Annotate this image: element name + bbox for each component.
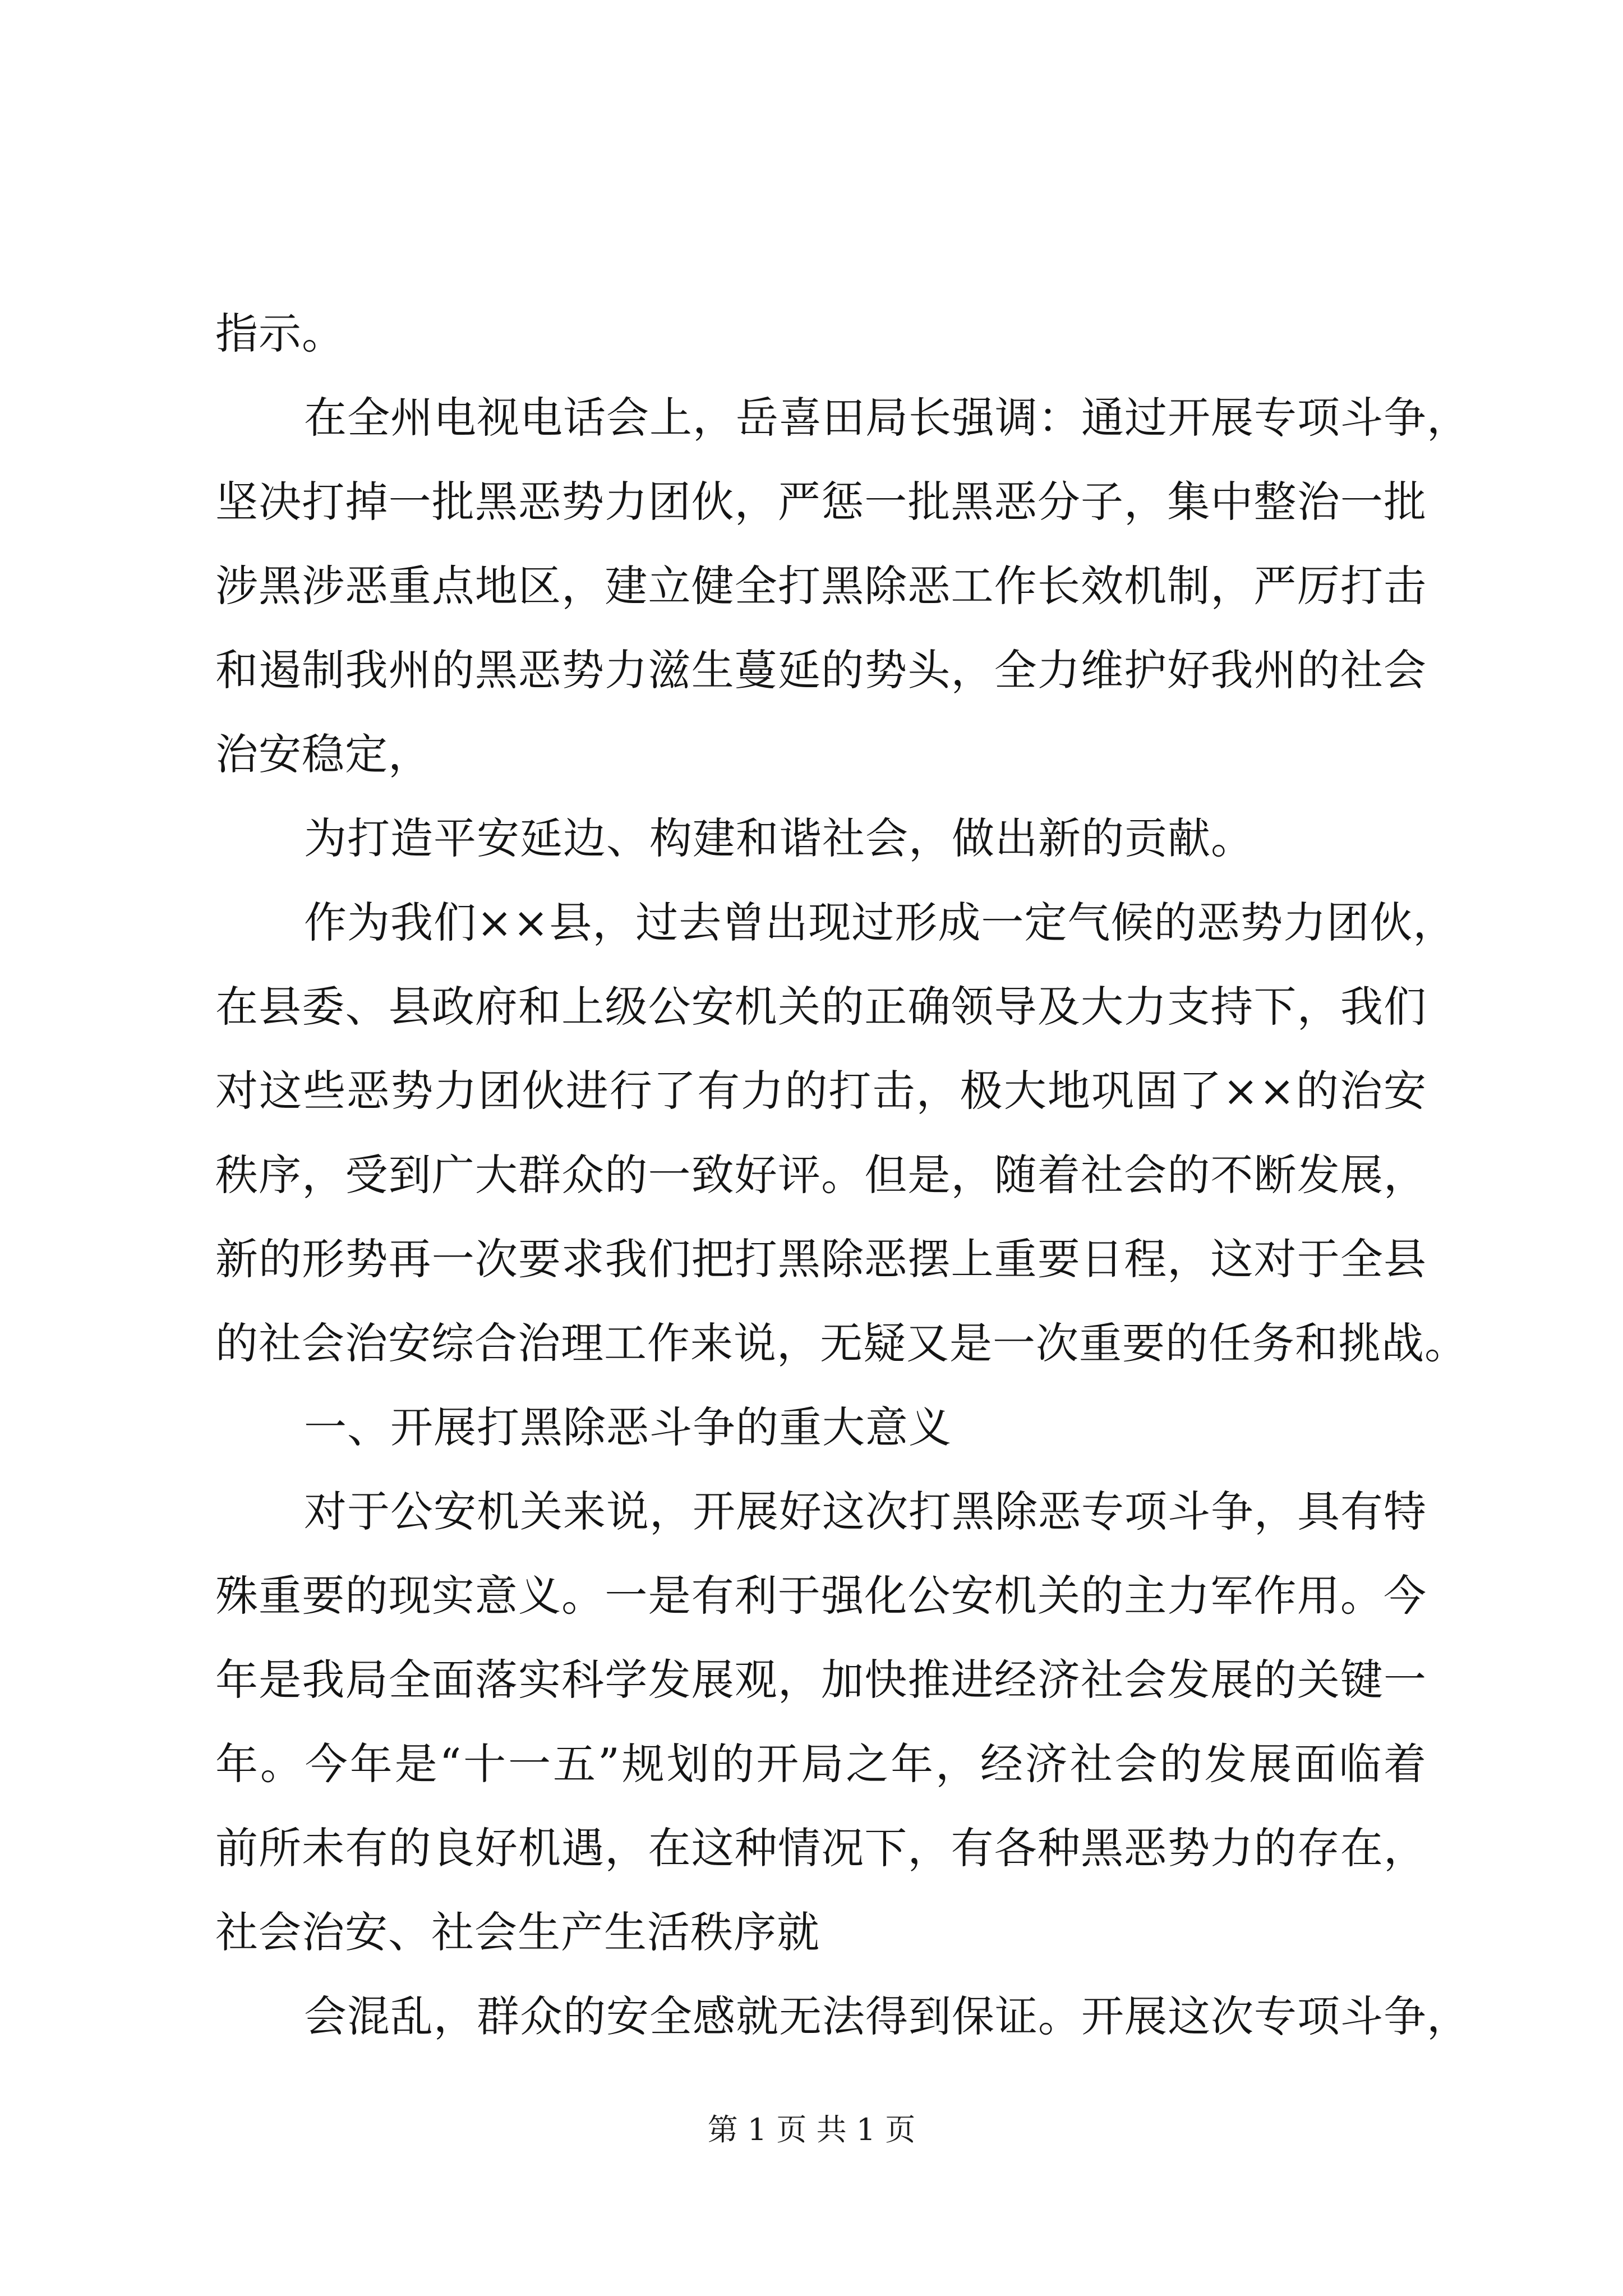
page-footer: 第 1 页 共 1 页 xyxy=(707,2112,916,2147)
text-line: 年是我局全面落实科学发展观，加快推进经济社会发展的关键一 xyxy=(215,1655,1427,1705)
text-line: 涉黑涉恶重点地区，建立健全打黑除恶工作长效机制，严厉打击 xyxy=(215,561,1427,611)
text-line: 对于公安机关来说，开展好这次打黑除恶专项斗争，具有特 xyxy=(304,1487,1427,1536)
text-line: 坚决打掉一批黑恶势力团伙，严惩一批黑恶分子，集中整治一批 xyxy=(215,477,1427,527)
text-line: 社会治安、社会生产生活秩序就 xyxy=(215,1907,820,1957)
text-line: 为打造平安延边、构建和谐社会，做出新的贡献。 xyxy=(304,813,1254,863)
text-line: 殊重要的现实意义。一是有利于强化公安机关的主力军作用。今 xyxy=(215,1571,1427,1621)
text-line: 在全州电视电话会上，岳喜田局长强调：通过开展专项斗争， xyxy=(304,393,1470,443)
text-line: 秩序，受到广大群众的一致好评。但是，随着社会的不断发展， xyxy=(215,1150,1427,1200)
text-line: 新的形势再一次要求我们把打黑除恶摆上重要日程，这对于全县 xyxy=(215,1234,1427,1284)
text-line: 对这些恶势力团伙进行了有力的打击，极大地巩固了××的治安 xyxy=(215,1066,1427,1116)
text-line: 的社会治安综合治理工作来说，无疑又是一次重要的任务和挑战。 xyxy=(215,1318,1468,1368)
text-line: 在县委、县政府和上级公安机关的正确领导及大力支持下，我们 xyxy=(215,982,1427,1032)
text-line: 治安稳定， xyxy=(215,729,431,779)
text-line: 前所未有的良好机遇，在这种情况下，有各种黑恶势力的存在， xyxy=(215,1823,1427,1873)
text-line: 作为我们××县，过去曾出现过形成一定气候的恶势力团伙， xyxy=(304,898,1456,947)
text-line: 指示。 xyxy=(215,309,345,358)
document-body xyxy=(215,292,1470,2059)
text-line: 和遏制我州的黑恶势力滋生蔓延的势头，全力维护好我州的社会 xyxy=(215,645,1427,695)
text-line: 一、开展打黑除恶斗争的重大意义 xyxy=(304,1402,952,1452)
text-line: 年。今年是“十一五”规划的开局之年，经济社会的发展面临着 xyxy=(215,1739,1427,1789)
text-line: 会混乱，群众的安全感就无法得到保证。开展这次专项斗争， xyxy=(304,1991,1470,2041)
